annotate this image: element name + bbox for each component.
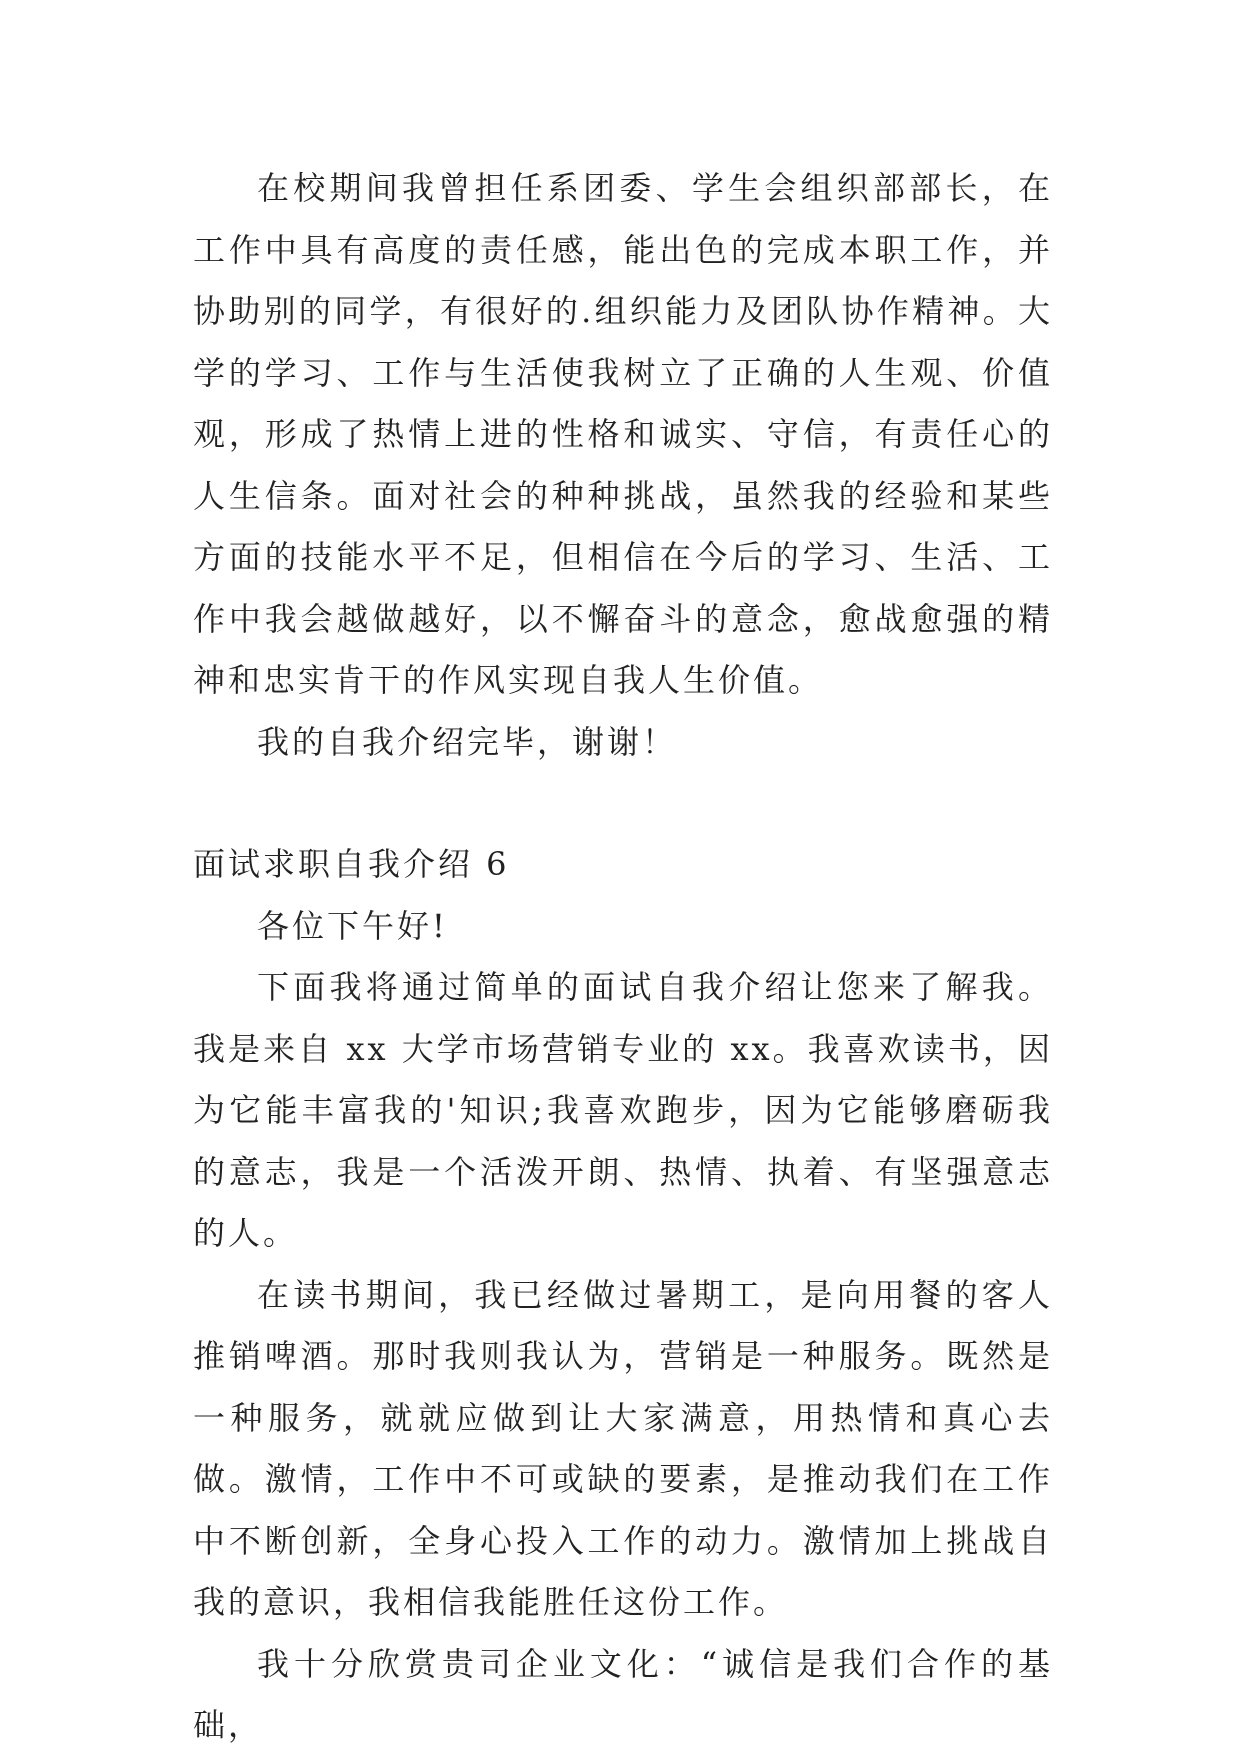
paragraph-greeting: 各位下午好! [257, 906, 448, 945]
paragraph-introduction: 下面我将通过简单的面试自我介绍让您来了解我。我是来自 xx 大学市场营销专业的 xx。我喜欢读书，因为它能丰富我的'知识;我喜欢跑步，因为它能够磨砺我的意志，我是一个活泼开朗、热情、执着、有坚强意志的人。 [193, 968, 1053, 1252]
section-heading: 面试求职自我介绍 6 [193, 845, 510, 883]
paragraph-closing-thanks: 我的自我介绍完毕，谢谢！ [257, 722, 678, 761]
paragraph-company-culture: 我十分欣赏贵司企业文化：“诚信是我们合作的基础， [193, 1644, 1053, 1744]
paragraph-work-experience: 在读书期间，我已经做过暑期工，是向用餐的客人推销啤酒。那时我则我认为，营销是一种服务。既然是一种服务，就就应做到让大家满意，用热情和真心去做。激情，工作中不可或缺的要素，是推动我们在工作中不断创新，全身心投入工作的动力。激情加上挑战自我的意识，我相信我能胜任这份工作。 [193, 1275, 1053, 1621]
paragraph-student-leadership: 在校期间我曾担任系团委、学生会组织部部长，在工作中具有高度的责任感，能出色的完成本职工作，并协助别的同学，有很好的.组织能力及团队协作精神。大学的学习、工作与生活使我树立了正确的人生观、价值观，形成了热情上进的性格和诚实、守信，有责任心的人生信条。面对社会的种种挑战，虽然我的经验和某些方面的技能水平不足，但相信在今后的学习、生活、工作中我会越做越好，以不懈奋斗的意念，愈战愈强的精神和忠实肯干的作风实现自我人生价值。 [193, 169, 1053, 699]
document-body [193, 158, 1053, 1757]
